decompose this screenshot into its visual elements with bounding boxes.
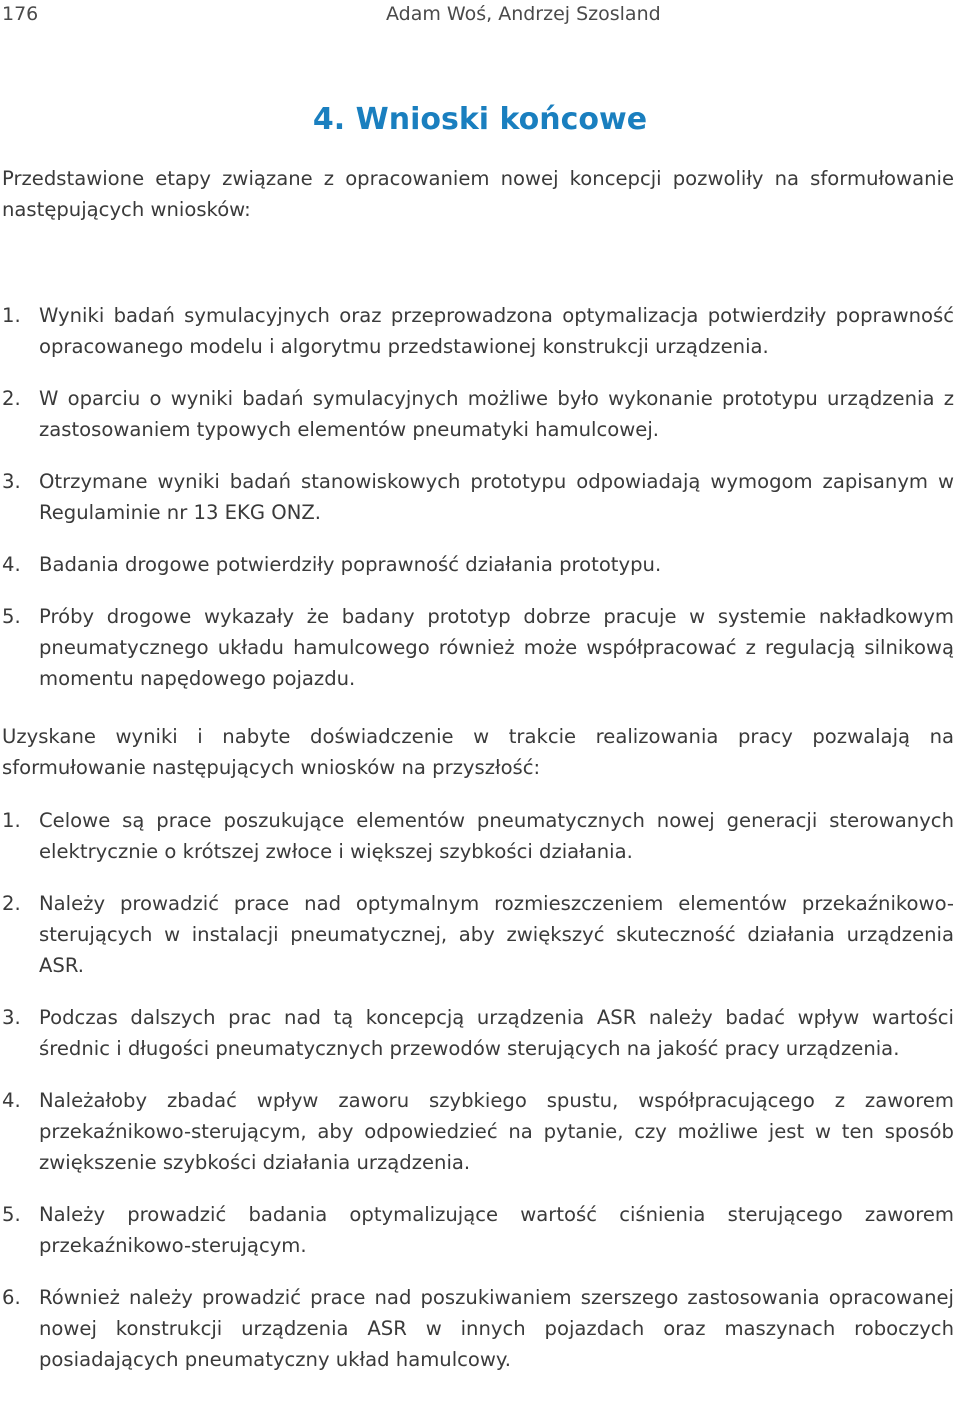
list-item (2, 1282, 954, 1375)
list-item (2, 1085, 954, 1178)
list-item-number: 3. (2, 470, 21, 493)
list-item-text: Celowe są prace poszukujące elementów pneumatycznych nowej generacji sterowanych elektrycznie o krótszej zwłoce i większej szybkości działania. (39, 809, 954, 863)
list-item (2, 466, 954, 528)
list-item (2, 300, 954, 362)
page-header (2, 0, 942, 28)
list-item (2, 1002, 954, 1064)
running-head-authors: Adam Woś, Andrzej Szosland (386, 3, 661, 25)
future-work-list (2, 805, 954, 1375)
list-item-number: 6. (2, 1286, 21, 1309)
list-item-text: Badania drogowe potwierdziły poprawność działania prototypu. (39, 553, 662, 576)
list-item (2, 1199, 954, 1261)
list-item-text: Próby drogowe wykazały że badany prototyp dobrze pracuje w systemie nakładkowym pneumatycznego układu hamulcowego również może współpracować z regulacją silnikową momentu napędowego pojazdu. (39, 605, 954, 690)
intro-paragraph: Przedstawione etapy związane z opracowaniem nowej koncepcji pozwoliły na sformułowanie następujących wniosków: (2, 167, 954, 221)
list-item-number: 5. (2, 605, 21, 628)
list-item-text: Podczas dalszych prac nad tą koncepcją urządzenia ASR należy badać wpływ wartości średnic i długości pneumatycznych przewodów sterujących na jakość pracy urządzenia. (39, 1006, 954, 1060)
list-item-text: Należy prowadzić prace nad optymalnym rozmieszczeniem elementów przekaźnikowo-sterujących w instalacji pneumatycznej, aby zwiększyć skuteczność działania urządzenia ASR. (39, 892, 954, 977)
list-item-number: 3. (2, 1006, 21, 1029)
list-item-number: 2. (2, 892, 21, 915)
section-title: 4. Wnioski końcowe (312, 102, 648, 137)
list-item-number: 5. (2, 1203, 21, 1226)
list-item-number: 4. (2, 553, 21, 576)
list-item (2, 601, 954, 694)
page-number: 176 (2, 3, 39, 25)
conclusions-list (2, 300, 954, 694)
list-item-text: Wyniki badań symulacyjnych oraz przeprowadzona optymalizacja potwierdziły poprawność opracowanego modelu i algorytmu przedstawionej konstrukcji urządzenia. (39, 304, 954, 358)
list-item-text: W oparciu o wyniki badań symulacyjnych możliwe było wykonanie prototypu urządzenia z zastosowaniem typowych elementów pneumatyki hamulcowej. (39, 387, 954, 441)
list-item (2, 549, 954, 580)
list-item-number: 2. (2, 387, 21, 410)
list-item-text: Należy prowadzić badania optymalizujące wartość ciśnienia sterującego zaworem przekaźnikowo-sterującym. (39, 1203, 954, 1257)
list-item-text: Również należy prowadzić prace nad poszukiwaniem szerszego zastosowania opracowanej nowej konstrukcji urządzenia ASR w innych pojazdach oraz maszynach roboczych posiadających pneumatyczny układ hamulcowy. (39, 1286, 954, 1371)
list-item (2, 805, 954, 867)
list-item-number: 4. (2, 1089, 21, 1112)
list-item (2, 888, 954, 981)
list-item (2, 383, 954, 445)
list-item-text: Należałoby zbadać wpływ zaworu szybkiego spustu, współpracującego z zaworem przekaźnikowo-sterującym, aby odpowiedzieć na pytanie, czy możliwe jest w ten sposób zwiększenie szybkości działania urządzenia. (39, 1089, 954, 1174)
list-item-number: 1. (2, 809, 21, 832)
list-item-text: Otrzymane wyniki badań stanowiskowych prototypu odpowiadają wymogom zapisanym w Regulaminie nr 13 EKG ONZ. (39, 470, 954, 524)
list-item-number: 1. (2, 304, 21, 327)
future-intro-paragraph: Uzyskane wyniki i nabyte doświadczenie w trakcie realizowania pracy pozwalają na sformułowanie następujących wniosków na przyszłość: (2, 725, 954, 779)
